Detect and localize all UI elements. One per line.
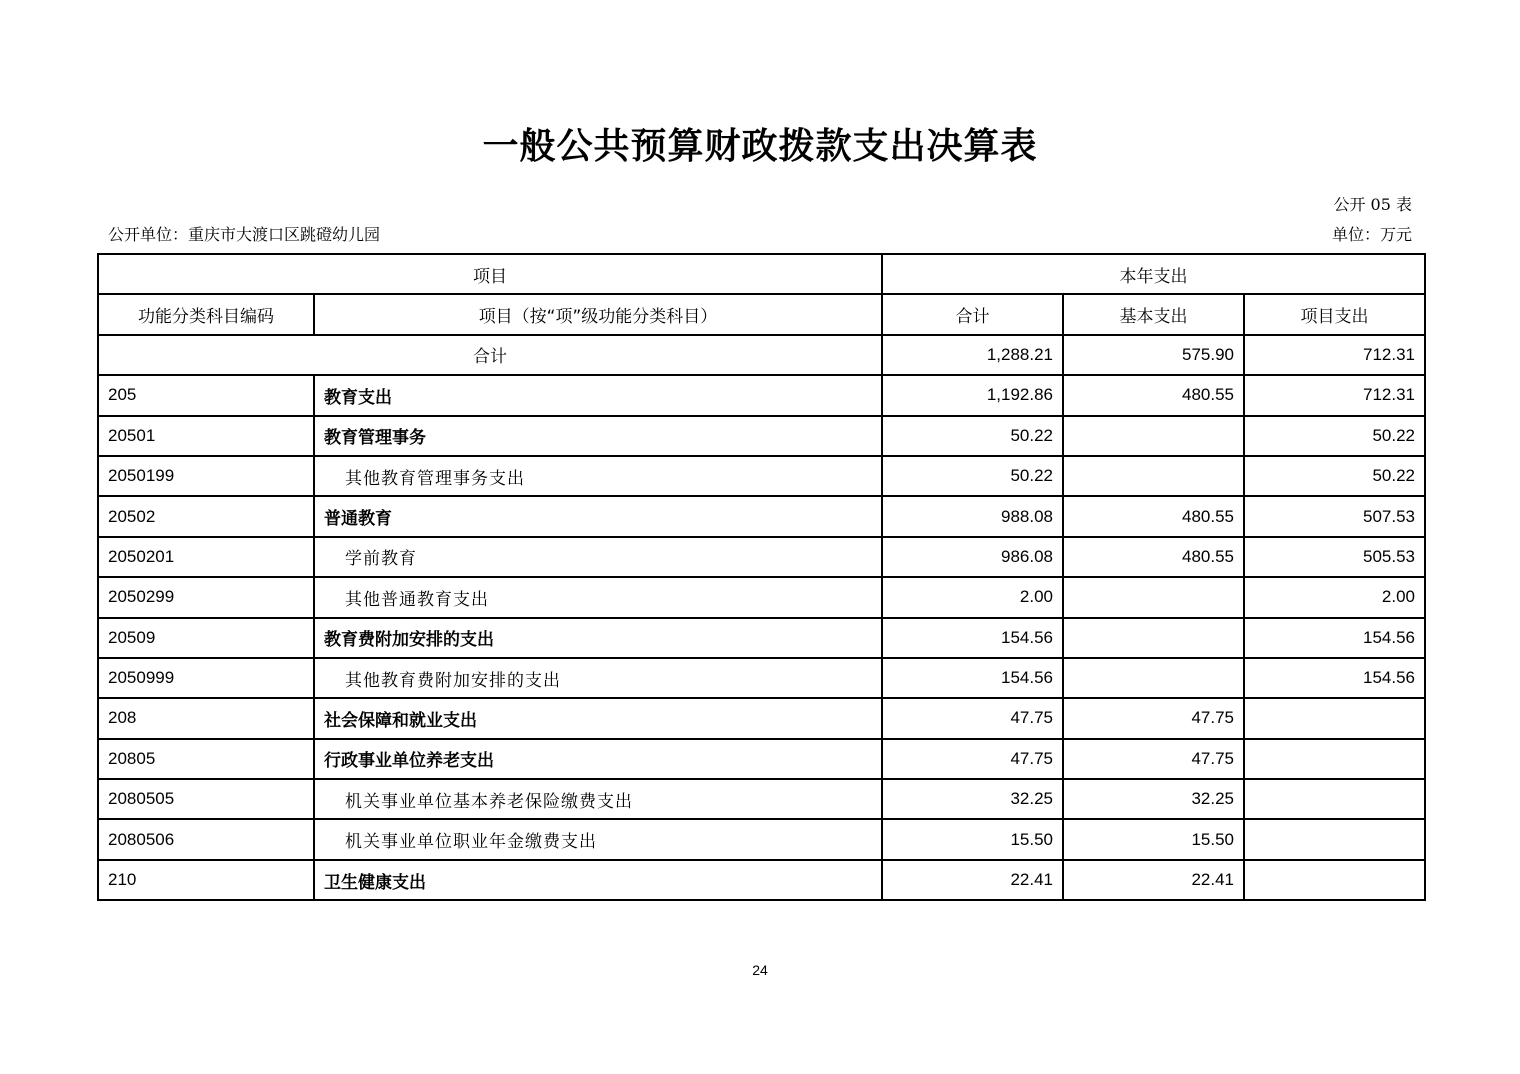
row-basic: 47.75 — [1063, 698, 1244, 738]
row-project: 154.56 — [1244, 618, 1425, 658]
row-name: 社会保障和就业支出 — [314, 698, 882, 738]
header-basic: 基本支出 — [1063, 294, 1244, 334]
row-project — [1244, 739, 1425, 779]
row-name: 其他普通教育支出 — [314, 577, 882, 617]
expenditure-table — [97, 253, 1426, 901]
table-row — [98, 577, 1425, 617]
row-code: 2050201 — [98, 537, 314, 577]
row-code: 20501 — [98, 416, 314, 456]
table-row — [98, 698, 1425, 738]
table-row — [98, 618, 1425, 658]
total-project: 712.31 — [1244, 335, 1425, 375]
row-basic: 47.75 — [1063, 739, 1244, 779]
header-project-detail: 项目（按“项”级功能分类科目） — [314, 294, 882, 334]
row-name: 行政事业单位养老支出 — [314, 739, 882, 779]
row-name: 教育管理事务 — [314, 416, 882, 456]
header-code: 功能分类科目编码 — [98, 294, 314, 334]
row-basic — [1063, 618, 1244, 658]
table-row — [98, 456, 1425, 496]
header-project-exp: 项目支出 — [1244, 294, 1425, 334]
row-total: 47.75 — [882, 698, 1063, 738]
row-code: 2050999 — [98, 658, 314, 698]
row-project: 2.00 — [1244, 577, 1425, 617]
table-row — [98, 819, 1425, 859]
row-name: 其他教育费附加安排的支出 — [314, 658, 882, 698]
row-project: 507.53 — [1244, 496, 1425, 536]
row-total: 32.25 — [882, 779, 1063, 819]
header-project: 项目 — [98, 254, 882, 294]
row-name: 普通教育 — [314, 496, 882, 536]
total-row — [98, 335, 1425, 375]
row-name: 机关事业单位基本养老保险缴费支出 — [314, 779, 882, 819]
row-project: 50.22 — [1244, 456, 1425, 496]
row-basic — [1063, 577, 1244, 617]
row-basic: 480.55 — [1063, 496, 1244, 536]
row-name: 学前教育 — [314, 537, 882, 577]
row-total: 988.08 — [882, 496, 1063, 536]
row-project: 712.31 — [1244, 375, 1425, 415]
row-basic: 480.55 — [1063, 537, 1244, 577]
header-current-year: 本年支出 — [882, 254, 1425, 294]
row-name: 机关事业单位职业年金缴费支出 — [314, 819, 882, 859]
row-total: 15.50 — [882, 819, 1063, 859]
page-title: 一般公共预算财政拨款支出决算表 — [482, 126, 1038, 167]
row-total: 986.08 — [882, 537, 1063, 577]
row-name: 其他教育管理事务支出 — [314, 456, 882, 496]
table-row — [98, 860, 1425, 900]
row-basic — [1063, 456, 1244, 496]
row-total: 50.22 — [882, 416, 1063, 456]
table-row — [98, 416, 1425, 456]
currency-unit: 单位：万元 — [1331, 225, 1412, 244]
total-label: 合计 — [98, 335, 882, 375]
row-basic — [1063, 416, 1244, 456]
total-basic: 575.90 — [1063, 335, 1244, 375]
row-code: 2050199 — [98, 456, 314, 496]
row-code: 205 — [98, 375, 314, 415]
table-row — [98, 537, 1425, 577]
row-project: 505.53 — [1244, 537, 1425, 577]
row-project: 154.56 — [1244, 658, 1425, 698]
row-basic: 480.55 — [1063, 375, 1244, 415]
table-row — [98, 739, 1425, 779]
row-project — [1244, 698, 1425, 738]
row-project — [1244, 860, 1425, 900]
row-basic — [1063, 658, 1244, 698]
row-name: 卫生健康支出 — [314, 860, 882, 900]
row-code: 20805 — [98, 739, 314, 779]
row-total: 154.56 — [882, 618, 1063, 658]
row-project: 50.22 — [1244, 416, 1425, 456]
header-total: 合计 — [882, 294, 1063, 334]
row-name: 教育费附加安排的支出 — [314, 618, 882, 658]
row-basic: 15.50 — [1063, 819, 1244, 859]
row-code: 2050299 — [98, 577, 314, 617]
page-number: 24 — [752, 962, 768, 978]
table-row — [98, 496, 1425, 536]
row-name: 教育支出 — [314, 375, 882, 415]
table-row — [98, 375, 1425, 415]
header-row-2 — [98, 294, 1425, 334]
row-total: 50.22 — [882, 456, 1063, 496]
form-number: 公开 05 表 — [1333, 195, 1412, 214]
row-code: 2080505 — [98, 779, 314, 819]
reporting-unit: 公开单位：重庆市大渡口区跳磴幼儿园 — [108, 225, 381, 244]
row-code: 2080506 — [98, 819, 314, 859]
row-total: 22.41 — [882, 860, 1063, 900]
row-code: 210 — [98, 860, 314, 900]
row-total: 47.75 — [882, 739, 1063, 779]
row-project — [1244, 779, 1425, 819]
row-code: 20509 — [98, 618, 314, 658]
total-sum: 1,288.21 — [882, 335, 1063, 375]
table-row — [98, 658, 1425, 698]
row-total: 2.00 — [882, 577, 1063, 617]
table-row — [98, 779, 1425, 819]
row-basic: 22.41 — [1063, 860, 1244, 900]
row-code: 20502 — [98, 496, 314, 536]
row-total: 1,192.86 — [882, 375, 1063, 415]
row-code: 208 — [98, 698, 314, 738]
row-total: 154.56 — [882, 658, 1063, 698]
row-basic: 32.25 — [1063, 779, 1244, 819]
header-row-1 — [98, 254, 1425, 294]
row-project — [1244, 819, 1425, 859]
